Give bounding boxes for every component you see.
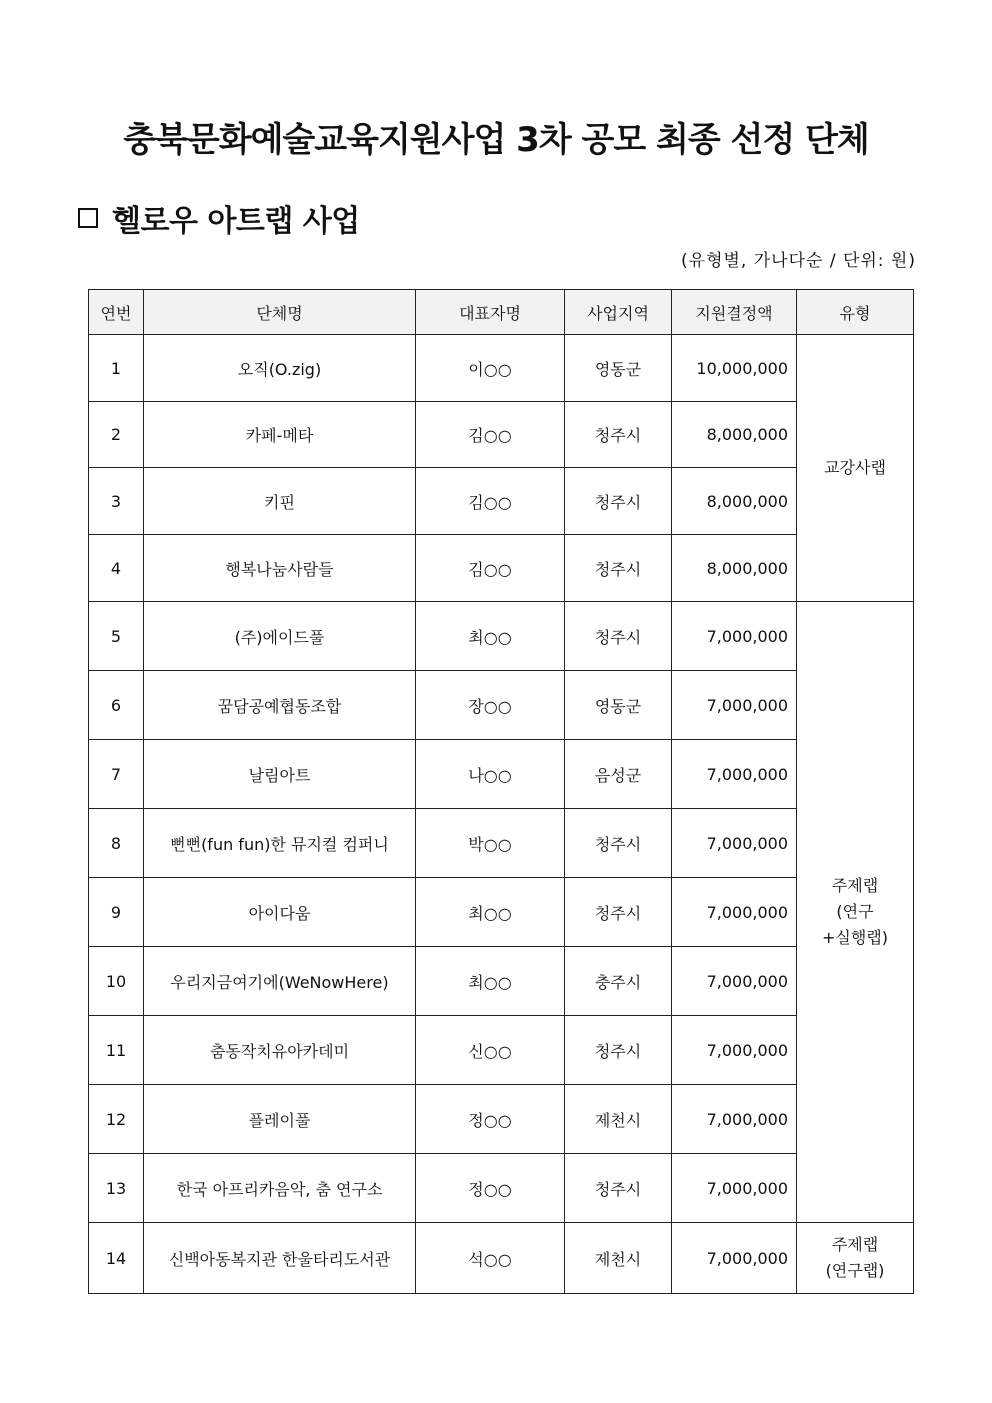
cell-no: 14	[89, 1223, 144, 1294]
section-title: 헬로우 아트랩 사업	[112, 204, 360, 239]
cell-no: 12	[89, 1085, 144, 1154]
cell-amount: 10,000,000	[672, 335, 797, 402]
cell-region: 청주시	[565, 468, 672, 535]
cell-rep: 최○○	[416, 947, 565, 1016]
cell-rep: 장○○	[416, 671, 565, 740]
cell-org: 아이다움	[144, 878, 416, 947]
cell-amount: 8,000,000	[672, 402, 797, 468]
cell-org: 한국 아프리카음악, 춤 연구소	[144, 1154, 416, 1223]
cell-org: 꿈담공예협동조합	[144, 671, 416, 740]
header-rep: 대표자명	[416, 290, 565, 335]
cell-rep: 최○○	[416, 878, 565, 947]
cell-amount: 7,000,000	[672, 1223, 797, 1294]
cell-region: 음성군	[565, 740, 672, 809]
cell-amount: 7,000,000	[672, 1085, 797, 1154]
cell-org: 행복나눔사람들	[144, 535, 416, 602]
cell-no: 5	[89, 602, 144, 671]
cell-amount: 8,000,000	[672, 468, 797, 535]
cell-org: 우리지금여기에(WeNowHere)	[144, 947, 416, 1016]
cell-rep: 정○○	[416, 1085, 565, 1154]
cell-no: 13	[89, 1154, 144, 1223]
cell-region: 청주시	[565, 1154, 672, 1223]
cell-rep: 신○○	[416, 1016, 565, 1085]
header-region: 사업지역	[565, 290, 672, 335]
cell-region: 영동군	[565, 671, 672, 740]
cell-no: 3	[89, 468, 144, 535]
cell-rep: 최○○	[416, 602, 565, 671]
table-row	[89, 671, 914, 740]
header-amount: 지원결정액	[672, 290, 797, 335]
cell-amount: 8,000,000	[672, 535, 797, 602]
cell-no: 2	[89, 402, 144, 468]
cell-rep: 이○○	[416, 335, 565, 402]
unit-note: (유형별, 가나다순 / 단위: 원)	[681, 251, 916, 271]
table-row	[89, 947, 914, 1016]
cell-amount: 7,000,000	[672, 740, 797, 809]
cell-org: (주)에이드풀	[144, 602, 416, 671]
type-line: (연구랩)	[825, 1261, 885, 1280]
table-row	[89, 1154, 914, 1223]
type-line: (연구	[836, 902, 874, 921]
cell-org: 카페-메타	[144, 402, 416, 468]
type-line: 주제랩	[831, 1235, 879, 1254]
table-row	[89, 468, 914, 535]
cell-no: 4	[89, 535, 144, 602]
table-row	[89, 878, 914, 947]
checkbox-square-icon	[78, 208, 98, 228]
cell-org: 플레이풀	[144, 1085, 416, 1154]
table-row	[89, 535, 914, 602]
cell-region: 청주시	[565, 878, 672, 947]
table-row	[89, 402, 914, 468]
cell-type	[797, 1223, 914, 1294]
cell-rep: 나○○	[416, 740, 565, 809]
cell-org: 춤동작치유아카데미	[144, 1016, 416, 1085]
cell-rep: 김○○	[416, 535, 565, 602]
cell-org: 키핀	[144, 468, 416, 535]
cell-no: 7	[89, 740, 144, 809]
cell-amount: 7,000,000	[672, 671, 797, 740]
header-type: 유형	[797, 290, 914, 335]
table-row	[89, 602, 914, 671]
cell-amount: 7,000,000	[672, 947, 797, 1016]
table-row	[89, 1016, 914, 1085]
cell-org: 날림아트	[144, 740, 416, 809]
cell-region: 청주시	[565, 535, 672, 602]
cell-rep: 정○○	[416, 1154, 565, 1223]
table-row	[89, 335, 914, 402]
section-heading	[78, 196, 360, 240]
cell-no: 11	[89, 1016, 144, 1085]
cell-region: 청주시	[565, 602, 672, 671]
cell-region: 청주시	[565, 402, 672, 468]
table-row	[89, 1085, 914, 1154]
cell-region: 청주시	[565, 1016, 672, 1085]
cell-region: 제천시	[565, 1085, 672, 1154]
cell-no: 8	[89, 809, 144, 878]
cell-rep: 김○○	[416, 402, 565, 468]
cell-region: 청주시	[565, 809, 672, 878]
cell-region: 영동군	[565, 335, 672, 402]
header-row	[89, 290, 914, 335]
header-no: 연번	[89, 290, 144, 335]
cell-no: 10	[89, 947, 144, 1016]
cell-org: 신백아동복지관 한울타리도서관	[144, 1223, 416, 1294]
cell-no: 9	[89, 878, 144, 947]
type-line: +실행랩)	[821, 928, 889, 947]
table-row	[89, 809, 914, 878]
cell-org: 오직(O.zig)	[144, 335, 416, 402]
cell-region: 제천시	[565, 1223, 672, 1294]
cell-amount: 7,000,000	[672, 878, 797, 947]
cell-org: 뻔뻔(fun fun)한 뮤지컬 컴퍼니	[144, 809, 416, 878]
cell-region: 충주시	[565, 947, 672, 1016]
table-row	[89, 740, 914, 809]
cell-no: 1	[89, 335, 144, 402]
cell-type	[797, 602, 914, 1223]
cell-no: 6	[89, 671, 144, 740]
document-title: 충북문화예술교육지원사업 3차 공모 최종 선정 단체	[123, 120, 869, 160]
cell-rep: 석○○	[416, 1223, 565, 1294]
type-line: 주제랩	[831, 876, 879, 895]
selection-table	[88, 289, 914, 1294]
cell-rep: 박○○	[416, 809, 565, 878]
type-line: 교강사랩	[824, 458, 886, 477]
cell-rep: 김○○	[416, 468, 565, 535]
table-row	[89, 1223, 914, 1294]
cell-amount: 7,000,000	[672, 1154, 797, 1223]
cell-amount: 7,000,000	[672, 1016, 797, 1085]
header-org: 단체명	[144, 290, 416, 335]
cell-amount: 7,000,000	[672, 602, 797, 671]
cell-type	[797, 335, 914, 602]
cell-amount: 7,000,000	[672, 809, 797, 878]
